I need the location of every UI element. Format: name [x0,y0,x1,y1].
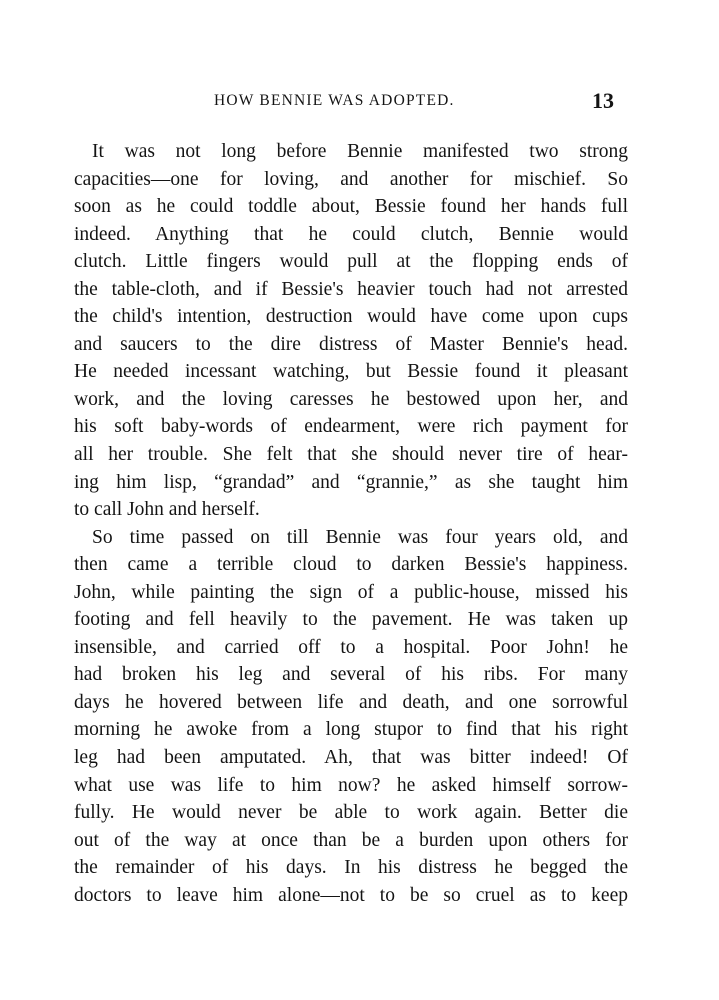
text-line: leg had been amputated. Ah, that was bitter indeed! Of [74,747,628,769]
text-line: So time passed on till Bennie was four years old, and [92,526,628,548]
text-line: and saucers to the dire distress of Master Bennie's head. [74,333,628,355]
text-line: ing him lisp, “grandad” and “grannie,” as she taught him [74,471,628,493]
text-line: clutch. Little fingers would pull at the flopping ends of [74,251,628,273]
text-line: all her trouble. She felt that she should never tire of hear- [74,444,628,466]
text-line: soon as he could toddle about, Bessie found her hands full [74,196,628,218]
text-line: John, while painting the sign of a public-house, missed his [74,581,628,603]
running-head: HOW BENNIE WAS ADOPTED. [214,92,455,109]
text-line: to call John and herself. [74,499,260,521]
text-line: morning he awoke from a long stupor to find that his right [74,719,628,741]
text-line: work, and the loving caresses he bestowed upon her, and [74,388,628,410]
text-line: He needed incessant watching, but Bessie found it pleasant [74,361,628,383]
text-line: capacities—one for loving, and another for mischief. So [74,168,628,190]
text-line: the table-cloth, and if Bessie's heavier touch had not arrested [74,278,628,300]
text-line: days he hovered between life and death, and one sorrowful [74,691,628,713]
text-line: the remainder of his days. In his distress he begged the [74,857,628,879]
text-line: fully. He would never be able to work again. Better die [74,802,628,824]
text-line: indeed. Anything that he could clutch, Bennie would [74,223,628,245]
text-line: It was not long before Bennie manifested two strong [92,141,628,162]
text-line: had broken his leg and several of his ribs. For many [74,664,628,686]
text-line: the child's intention, destruction would have come upon cups [74,306,628,328]
text-line: out of the way at once than be a burden upon others for [74,829,628,851]
body-text [74,138,628,909]
text-line: insensible, and carried off to a hospital. Poor John! he [74,636,628,658]
text-line: doctors to leave him alone—not to be so cruel as to keep [74,884,628,906]
text-line: what use was life to him now? he asked himself sorrow- [74,774,628,796]
text-line: footing and fell heavily to the pavement. He was taken up [74,609,628,631]
text-line: then came a terrible cloud to darken Bessie's happiness. [74,554,628,576]
text-line: his soft baby-words of endearment, were rich payment for [74,416,628,438]
page-number: 13 [592,88,614,113]
